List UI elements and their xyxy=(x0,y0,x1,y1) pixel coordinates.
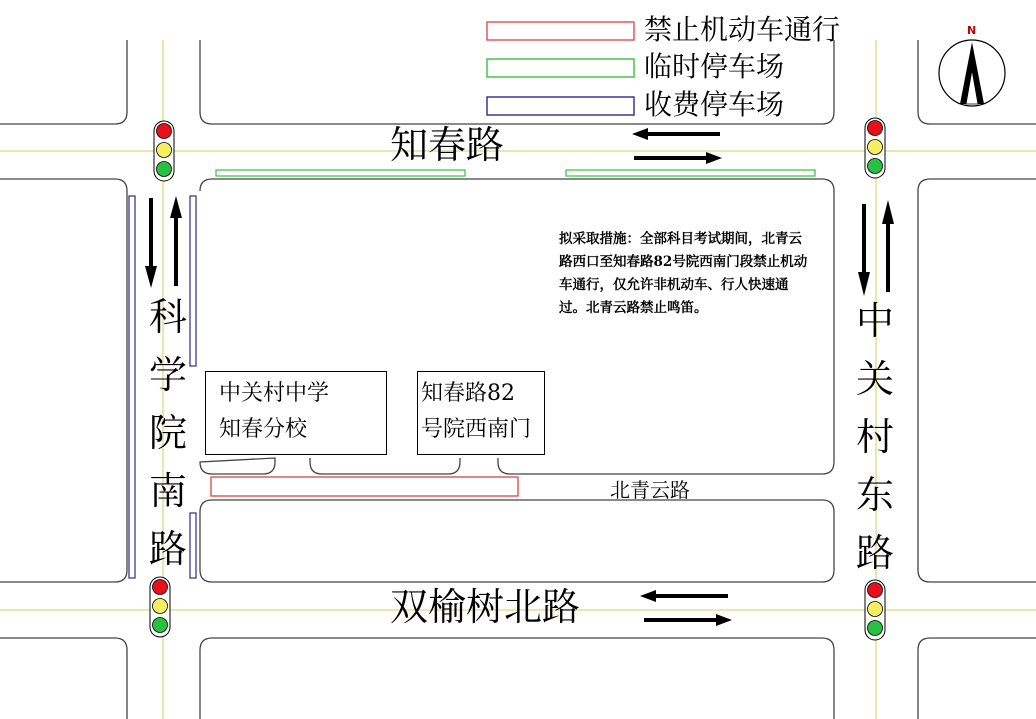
bottom-road-arrows xyxy=(640,590,732,626)
temp-parking-zone-right xyxy=(566,170,815,176)
legend-label-paid-parking: 收费停车场 xyxy=(644,88,785,121)
traffic-light-bottom-right xyxy=(865,580,885,640)
block-bottom-middle xyxy=(200,638,834,719)
paid-parking-zone-left-inner-lower xyxy=(190,513,196,578)
legend-label-temp-parking: 临时停车场 xyxy=(644,50,785,83)
gate-name-line1: 知春路82 xyxy=(421,381,515,406)
paid-parking-zone-left-outer xyxy=(129,196,135,578)
traffic-light-bottom-left xyxy=(150,577,170,637)
compass-north-label: N xyxy=(967,24,977,37)
legend-label-prohibited: 禁止机动车通行 xyxy=(644,13,841,46)
block-south-of-beiqingyun xyxy=(200,500,834,582)
legend-swatch-temp-parking xyxy=(487,59,634,77)
block-bottom-left xyxy=(0,638,127,719)
block-top-left xyxy=(0,40,127,124)
legend-swatch-prohibited xyxy=(487,22,634,40)
school-name-line1: 中关村中学 xyxy=(219,381,330,406)
compass-icon xyxy=(939,40,1005,106)
legend-swatch-paid-parking xyxy=(487,97,634,115)
road-label-right: 中关村东路 xyxy=(855,299,894,575)
top-road-arrows xyxy=(632,128,722,164)
block-left-middle xyxy=(0,179,127,582)
block-right-middle xyxy=(918,179,1036,582)
block-bottom-right xyxy=(918,638,1036,719)
gate-name-line2: 号院西南门 xyxy=(421,417,532,442)
school-name-line2: 知春分校 xyxy=(219,417,308,442)
temp-parking-zone-left xyxy=(216,170,465,176)
prohibited-zone-beiqingyun xyxy=(211,477,518,496)
road-label-bottom: 双榆树北路 xyxy=(390,585,581,629)
traffic-light-top-right xyxy=(865,118,885,178)
paid-parking-zone-left-inner-upper xyxy=(190,196,196,366)
road-label-top: 知春路 xyxy=(390,123,505,167)
traffic-measures-note: 拟采取措施：全部科目考试期间，北青云路西口至知春路82号院西南门段禁止机动车通行，仅允许非机动车、行人快速通过。北青云路禁止鸣笛。 xyxy=(559,231,808,316)
traffic-light-top-left xyxy=(154,121,174,181)
road-label-inner: 北青云路 xyxy=(610,478,690,502)
road-label-left: 科学院南路 xyxy=(148,295,187,571)
